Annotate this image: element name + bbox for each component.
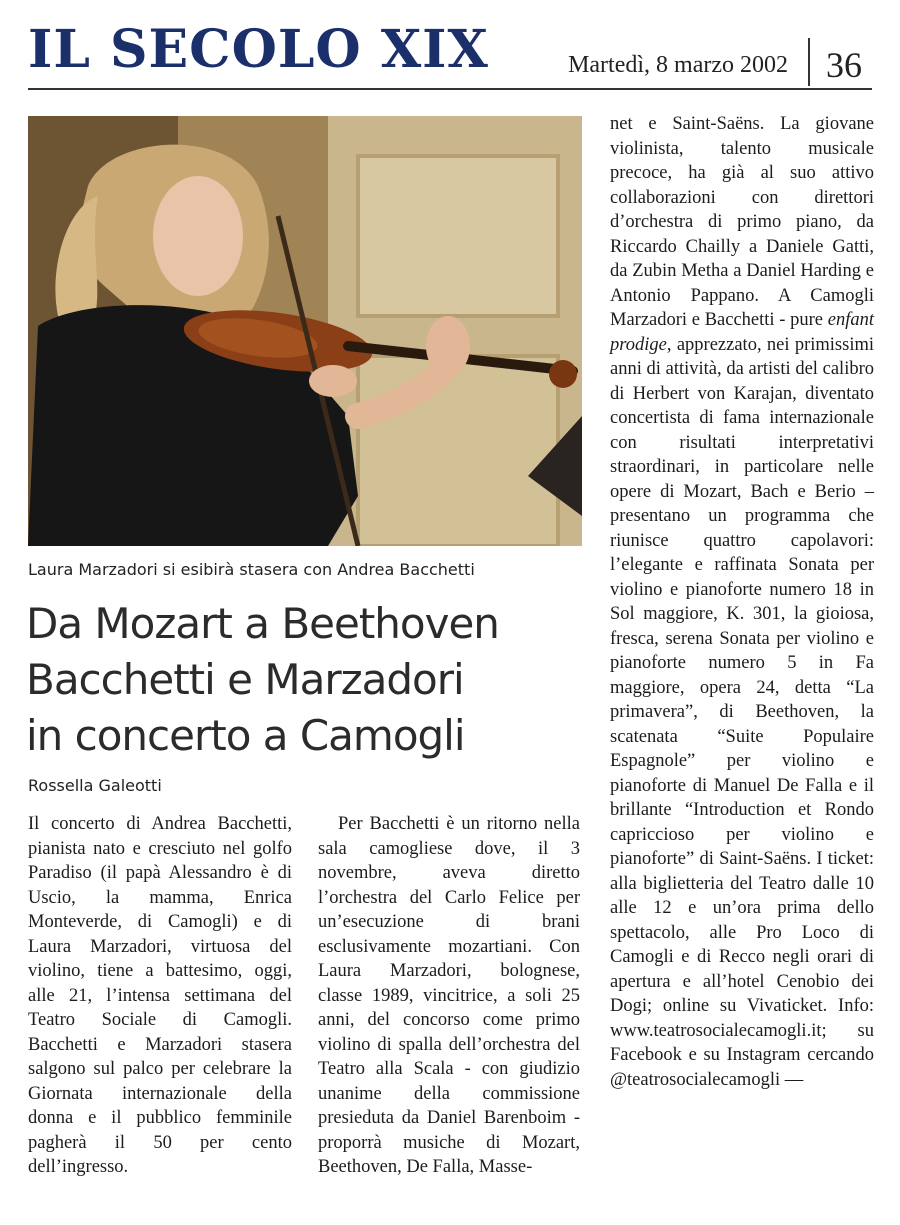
photo-caption: Laura Marzadori si esibirà stasera con Andrea Bacchetti [28, 560, 475, 579]
article-photo [28, 116, 582, 546]
headline-line-1: Da Mozart a Beethoven [26, 599, 499, 648]
headline [26, 596, 596, 764]
article-column-3 [610, 112, 874, 1092]
byline: Rossella Galeotti [28, 776, 162, 795]
article-column-1: Il concerto di Andrea Bacchetti, pianista nato e cresciuto nel golfo Paradiso (il papà Alessandro è di Uscio, la mamma, Enrica Monteverde, di Camogli) e di Laura Marzadori, virtuosa del violino, tiene a battesimo, oggi, alle 21, l’intensa settimana del Teatro Sociale di Camogli. Bacchetti e Marzadori stasera salgono sul palco per celebrare la Giornata internazionale della donna e il pubblico femminile pagherà il 50 per cento dell’ingresso. [28, 814, 292, 1177]
column-3-text-end: , apprezzato, nei primissimi anni di attività, da artisti del calibro di Herbert von Karajan, diventato concertista di fama internazionale con risultati interpretativi straordinari, in particolare nelle opere di Mozart, Bach e Berio – presentano un programma che riunisce quattro capolavori: l’elegante e raffinata Sonata per violino e pianoforte numero 18 in Sol maggiore, K. 301, la gioiosa, fresca, serena Sonata per violino e pianoforte numero 5 in Fa maggiore, opera 24, detta “La primavera”, di Beethoven, la scatenata “Suite Populaire Espagnole” per violino e pianoforte di Manuel De Falla e il brillante “Introduction et Rondo capriccioso per violino e pianoforte” di Saint-Saëns. I ticket: alla biglietteria del Teatro dalle 10 alle 12 e un’ora prima dello spettacolo, alle Pro Loco di Camogli e di Recco negli orari di apertura e all’hotel Cenobio dei Dogi; online su Vivaticket. Info: www.teatrosocialecamogli.it; su Facebook e su Instagram cercando @teatrosocialecamogli — [610, 334, 874, 1090]
violinist-illustration [28, 116, 582, 546]
page-number: 36 [826, 45, 862, 85]
column-3-italic-term: enfant prodige [610, 310, 874, 355]
article-column-2: Per Bacchetti è un ritorno nella sala camogliese dove, il 3 novembre, aveva diretto l’orchestra del Carlo Felice per un’esecuzione di brani esclusivamente mozartiani. Con Laura Marzadori, bolognese, classe 1989, vincitrice, a soli 25 anni, del concorso come primo violino di spalla dell’orchestra del Teatro alla Scala - con giudizio unanime della commissione presieduta da Daniel Barenboim - proporrà musiche di Mozart, Beethoven, De Falla, Masse- [318, 814, 580, 1177]
headline-line-3: in concerto a Camogli [26, 711, 465, 760]
masthead: IL SECOLO XIX [28, 19, 489, 80]
column-3-text-start: net e Saint-Saëns. La giovane violinista, talento musicale precoce, ha già al suo attivo collaborazioni con direttori d’orchestra di primo piano, da Riccardo Chailly a Daniele Gatti, da Zubin Metha a Daniel Harding e Antonio Pappano. A Camogli Marzadori e Bacchetti - pure [610, 114, 874, 330]
headline-line-2: Bacchetti e Marzadori [26, 655, 464, 704]
header-rule [28, 88, 872, 90]
header-divider [808, 38, 810, 86]
issue-date: Martedì, 8 marzo 2002 [568, 52, 788, 78]
